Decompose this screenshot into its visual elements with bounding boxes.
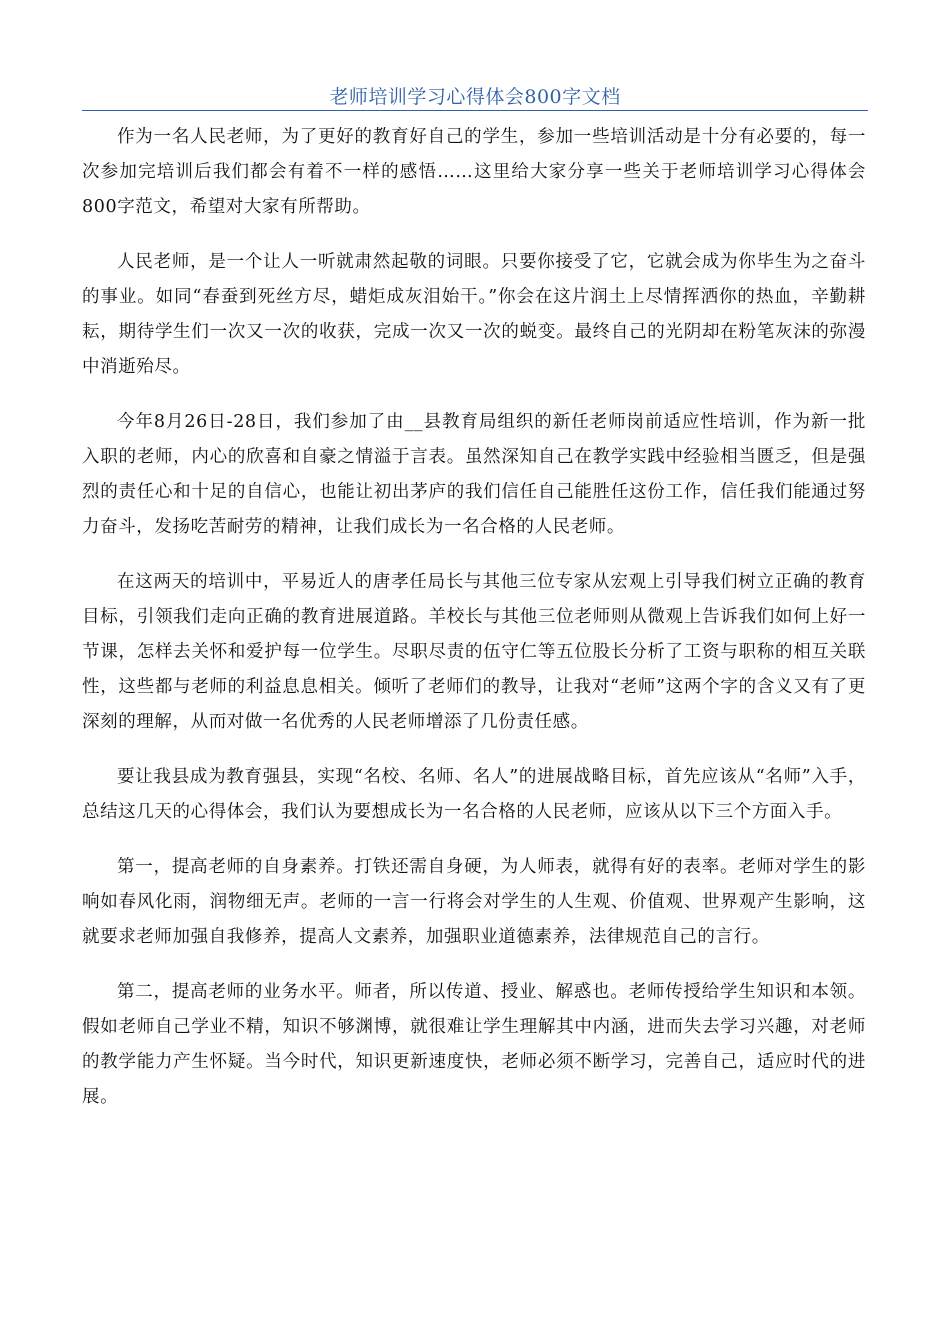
- document-header: [82, 80, 868, 111]
- paragraph-point-one: 第一，提高老师的自身素养。打铁还需自身硬，为人师表，就得有好的表率。老师对学生的影响如春风化雨，润物细无声。老师的一言一行将会对学生的人生观、价值观、世界观产生影响，这就要求老师加强自我修养，提高人文素养，加强职业道德素养，法律规范自己的言行。: [82, 857, 866, 947]
- paragraph-goal: 要让我县成为教育强县，实现“名校、名师、名人”的进展战略目标，首先应该从“名师”入手，总结这几天的心得体会，我们认为要想成长为一名合格的人民老师，应该从以下三个方面入手。: [82, 767, 866, 822]
- document-title: 老师培训学习心得体会800字文档: [329, 86, 621, 108]
- paragraph-point-two: 第二，提高老师的业务水平。师者，所以传道、授业、解惑也。老师传授给学生知识和本领。假如老师自己学业不精，知识不够渊博，就很难让学生理解其中内涵，进而失去学习兴趣，对老师的教学能力产生怀疑。当今时代，知识更新速度快，老师必须不断学习，完善自己，适应时代的进展。: [82, 982, 866, 1107]
- paragraph-training-dates: 今年8月26日-28日，我们参加了由__县教育局组织的新任老师岗前适应性培训，作为新一批入职的老师，内心的欣喜和自豪之情溢于言表。虽然深知自己在教学实践中经验相当匮乏，但是强烈的责任心和十足的自信心，也能让初出茅庐的我们信任自己能胜任这份工作，信任我们能通过努力奋斗，发扬吃苦耐劳的精神，让我们成长为一名合格的人民老师。: [82, 412, 866, 537]
- paragraph-intro: 作为一名人民老师，为了更好的教育好自己的学生，参加一些培训活动是十分有必要的，每一次参加完培训后我们都会有着不一样的感悟……这里给大家分享一些关于老师培训学习心得体会800字范文，希望对大家有所帮助。: [82, 127, 866, 217]
- paragraph-teacher-career: 人民老师，是一个让人一听就肃然起敬的词眼。只要你接受了它，它就会成为你毕生为之奋斗的事业。如同“春蚕到死丝方尽，蜡炬成灰泪始干。”你会在这片润土上尽情挥洒你的热血，辛勤耕耘，期待学生们一次又一次的收获，完成一次又一次的蜕变。最终自己的光阴却在粉笔灰沫的弥漫中消逝殆尽。: [82, 252, 866, 377]
- paragraph-training-content: 在这两天的培训中，平易近人的唐孝任局长与其他三位专家从宏观上引导我们树立正确的教育目标，引领我们走向正确的教育进展道路。羊校长与其他三位老师则从微观上告诉我们如何上好一节课，怎样去关怀和爱护每一位学生。尽职尽责的伍守仁等五位股长分析了工资与职称的相互关联性，这些都与老师的利益息息相关。倾听了老师们的教导，让我对“老师”这两个字的含义又有了更深刻的理解，从而对做一名优秀的人民老师增添了几份责任感。: [82, 572, 866, 732]
- document-body: [82, 120, 866, 1135]
